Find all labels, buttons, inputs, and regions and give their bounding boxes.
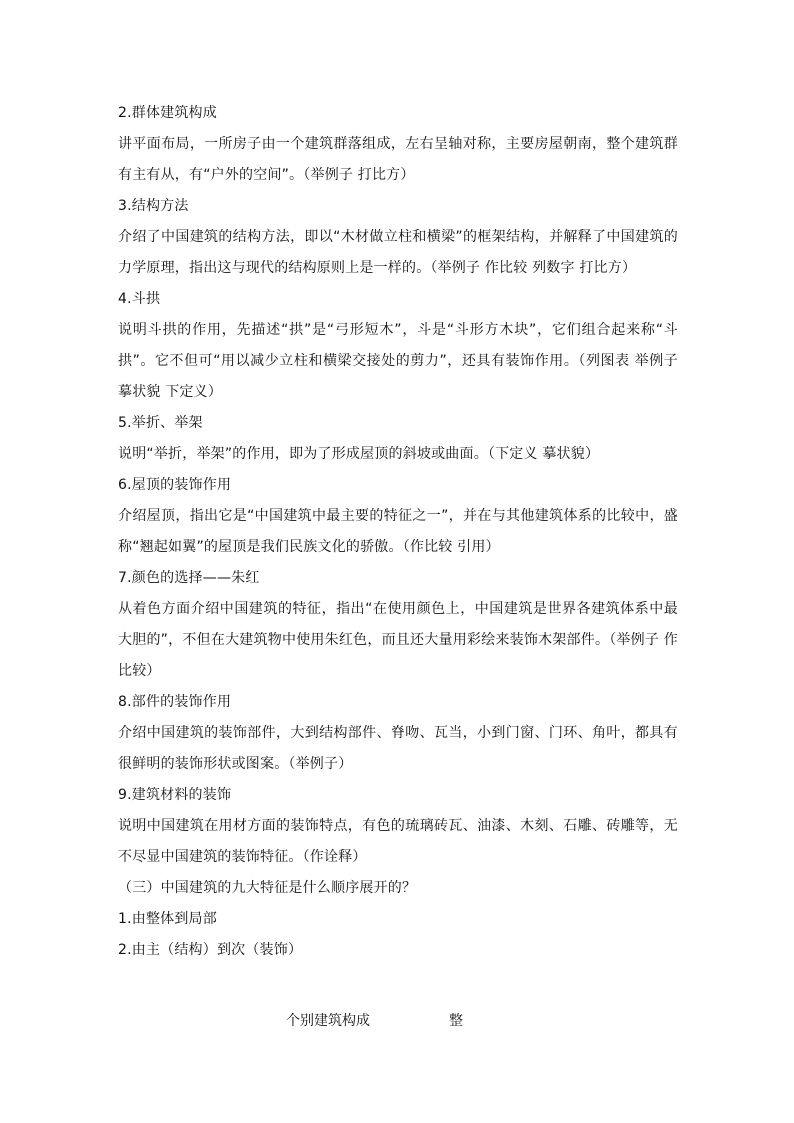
section-heading: 6.屋顶的装饰作用 — [118, 477, 232, 493]
section-heading: 7.颜色的选择——朱红 — [118, 570, 260, 586]
question-heading: （三）中国建筑的九大特征是什么顺序展开的？ — [118, 880, 417, 896]
section-body: 介绍屋顶，指出它是“中国建筑中最主要的特征之一”，并在与其他建筑体系的比较中，盛称“翘起如翼”的屋顶是我们民族文化的骄傲。（作比较 引用） — [118, 508, 678, 555]
section-heading: 8.部件的装饰作用 — [118, 694, 232, 710]
section-dougong — [118, 284, 678, 408]
section-material-decoration — [118, 780, 678, 873]
section-body: 说明斗拱的作用，先描述“拱”是“弓形短木”，斗是“斗形方木块”，它们组合起来称“斗拱”。它不但可“用以减少立柱和横梁交接处的剪力”，还具有装饰作用。（列图表 举例子 摹状貌 下定义） — [118, 322, 678, 400]
section-structure-method — [118, 191, 678, 284]
section-body: 介绍了中国建筑的结构方法，即以“木材做立柱和横梁”的框架结构，并解释了中国建筑的力学原理，指出这与现代的结构原则上是一样的。（举例子 作比较 列数字 打比方） — [118, 229, 678, 276]
section-body: 从着色方面介绍中国建筑的特征，指出“在使用颜色上，中国建筑是世界各建筑体系中最大胆的”，不但在大建筑物中使用朱红色，而且还大量用彩绘来装饰木架部件。（举例子 作比较） — [118, 601, 678, 679]
section-heading: 4.斗拱 — [118, 291, 161, 307]
section-body: 讲平面布局，一所房子由一个建筑群落组成，左右呈轴对称，主要房屋朝南，整个建筑群有主有从，有“户外的空间”。（举例子 打比方） — [118, 136, 678, 183]
section-roof-decoration — [118, 470, 678, 563]
diagram-fragment — [0, 1006, 794, 1036]
diagram-label-individual: 个别建筑构成 — [286, 1013, 370, 1029]
section-heading: 3.结构方法 — [118, 198, 189, 214]
section-color-choice — [118, 563, 678, 687]
section-body: 说明中国建筑在用材方面的装饰特点，有色的琉璃砖瓦、油漆、木刻、石雕、砖雕等，无不尽显中国建筑的装饰特征。（作诠释） — [118, 818, 678, 865]
section-heading: 2.群体建筑构成 — [118, 105, 217, 121]
diagram-label-whole: 整 — [449, 1013, 463, 1029]
section-heading: 5.举折、举架 — [118, 415, 203, 431]
section-component-decoration — [118, 687, 678, 780]
section-body: 介绍中国建筑的装饰部件，大到结构部件、脊吻、瓦当，小到门窗、门环、角叶，都具有很鲜明的装饰形状或图案。（举例子） — [118, 725, 678, 772]
answer-item: 1.由整体到局部 — [118, 911, 217, 927]
answer-item: 2.由主（结构）到次（装饰） — [118, 942, 303, 958]
section-group-layout — [118, 98, 678, 191]
section-juzhe — [118, 408, 678, 470]
section-heading: 9.建筑材料的装饰 — [118, 787, 232, 803]
section-body: 说明“举折，举架”的作用，即为了形成屋顶的斜坡或曲面。（下定义 摹状貌） — [118, 446, 600, 462]
document-content — [118, 98, 678, 966]
